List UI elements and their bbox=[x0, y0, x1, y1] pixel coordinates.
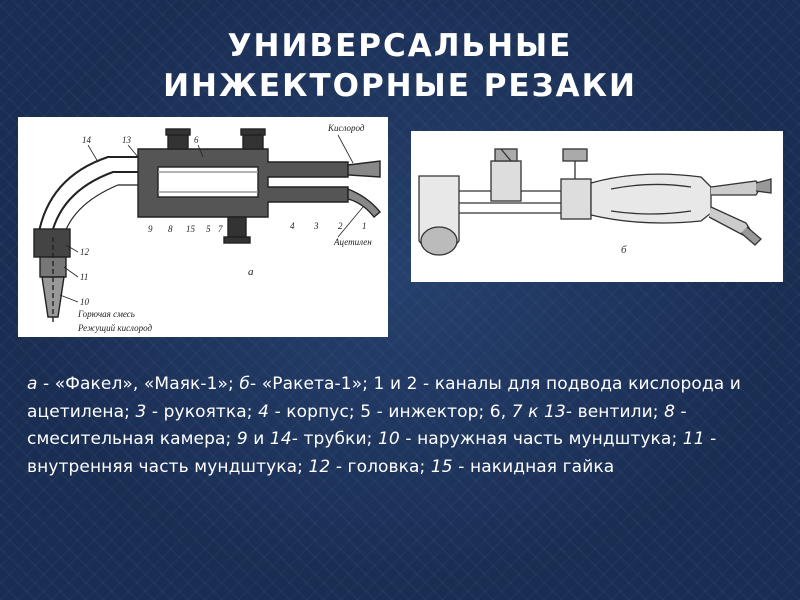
caption-segment: а bbox=[27, 374, 38, 394]
caption-segment: и bbox=[247, 429, 270, 449]
figure-b-label: б bbox=[621, 244, 627, 256]
part-number-12: 12 bbox=[80, 247, 89, 257]
caption-segment: 12 bbox=[308, 456, 331, 477]
slide-title bbox=[0, 26, 800, 106]
cutter-section-svg bbox=[18, 117, 388, 337]
cutter-external-drawing bbox=[411, 131, 783, 282]
label-cutting-oxygen: Режущий кислород bbox=[78, 323, 153, 333]
label-acetylene: Ацетилен bbox=[334, 237, 372, 247]
figure-caption bbox=[27, 371, 787, 481]
caption-segment: - рукоятка; bbox=[146, 401, 259, 422]
cutter-section-drawing bbox=[18, 117, 388, 337]
part-number-5: 5 bbox=[206, 224, 211, 234]
label-fuel-mixture: Горючая смесь bbox=[78, 309, 135, 319]
part-number-1: 1 bbox=[362, 221, 367, 231]
caption-segment: - вентили; bbox=[565, 401, 665, 422]
part-number-9: 9 bbox=[148, 224, 153, 234]
part-number-11: 11 bbox=[80, 272, 89, 282]
part-number-14: 14 bbox=[82, 135, 91, 145]
caption-segment: - накидная гайка bbox=[452, 456, 615, 477]
caption-segment: 15 bbox=[430, 456, 453, 477]
part-number-7: 7 bbox=[218, 224, 223, 234]
caption-segment: 9 bbox=[236, 429, 248, 449]
caption-segment: 3 bbox=[135, 401, 147, 422]
caption-segment: 10 bbox=[378, 429, 400, 449]
part-number-3: 3 bbox=[314, 221, 319, 231]
caption-segment: 4 bbox=[258, 401, 270, 422]
part-number-4: 4 bbox=[290, 221, 295, 231]
part-number-13: 13 bbox=[122, 135, 131, 145]
part-number-6: 6 bbox=[194, 135, 199, 145]
caption-segment: - «Факел», «Маяк-1»; bbox=[37, 374, 240, 394]
caption-segment: - «Ракета-1»; 1 и 2 - каналы для подвода кислорода и ацетилена; bbox=[27, 374, 741, 422]
part-number-10: 10 bbox=[80, 297, 89, 307]
caption-segment: - корпус; 5 - инжектор; 6, bbox=[269, 401, 512, 422]
title-line-1: УНИВЕРСАЛЬНЫЕ bbox=[227, 28, 573, 64]
figure-a-label: а bbox=[248, 266, 254, 278]
caption-segment: - внутренняя часть мундштука; bbox=[27, 429, 717, 477]
part-number-2: 2 bbox=[338, 221, 343, 231]
caption-segment: б bbox=[239, 374, 250, 394]
cutter-external-svg bbox=[411, 131, 783, 282]
caption-segment: 7 к 13 bbox=[511, 401, 566, 422]
title-line-2: ИНЖЕКТОРНЫЕ РЕЗАКИ bbox=[163, 68, 637, 104]
label-oxygen: Кислород bbox=[328, 123, 365, 133]
caption-segment: - наружная часть мундштука; bbox=[399, 429, 683, 449]
caption-segment: 11 bbox=[682, 429, 705, 449]
caption-segment: - трубки; bbox=[291, 429, 378, 449]
part-number-15: 15 bbox=[186, 224, 195, 234]
caption-segment: 8 bbox=[664, 401, 676, 422]
caption-segment: 14 bbox=[269, 429, 292, 449]
caption-segment: - смесительная камера; bbox=[27, 401, 687, 449]
caption-segment: - головка; bbox=[330, 456, 431, 477]
part-number-8: 8 bbox=[168, 224, 173, 234]
